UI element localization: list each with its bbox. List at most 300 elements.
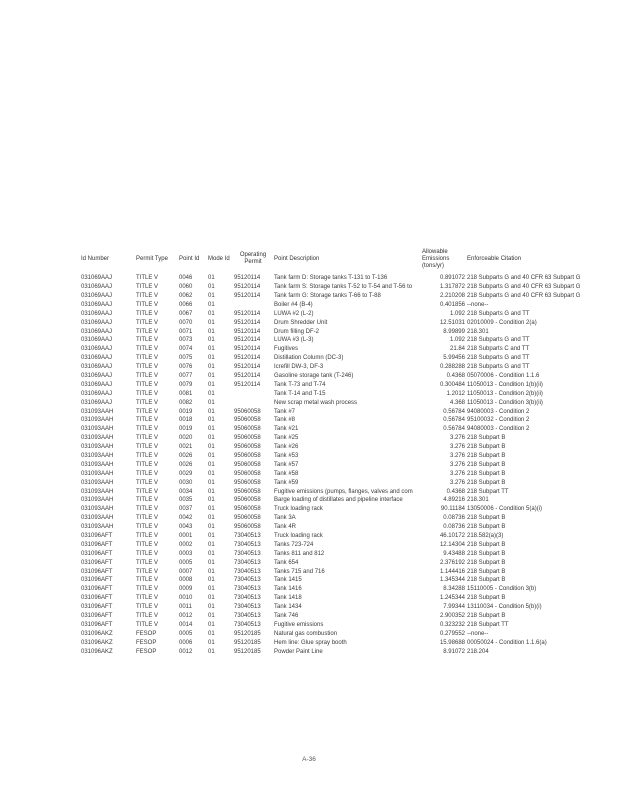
cell-permit-type: TITLE V	[136, 577, 159, 584]
cell-allowable-emissions: 0.56784	[443, 408, 465, 415]
table-row	[80, 452, 616, 461]
table-row	[80, 630, 616, 639]
cell-point-description: Tank 1434	[274, 604, 302, 611]
table-row	[80, 336, 616, 345]
cell-operating-permit: 95120114	[234, 364, 261, 371]
cell-mode-id: 01	[208, 461, 215, 468]
cell-operating-permit: 73040513	[234, 586, 261, 593]
cell-enforceable-citation: 02010009 - Condition 2(a)	[467, 319, 537, 326]
cell-id-number: 031093AAH	[81, 470, 114, 477]
cell-allowable-emissions: 0.4368	[446, 372, 465, 379]
cell-allowable-emissions: 1.245344	[439, 595, 465, 602]
cell-allowable-emissions: 46.10172	[439, 533, 465, 540]
cell-permit-type: TITLE V	[136, 461, 159, 468]
table-row	[80, 310, 616, 319]
cell-allowable-emissions: 0.08736	[443, 515, 465, 522]
cell-mode-id: 01	[208, 364, 215, 371]
cell-allowable-emissions: 8.34288	[443, 586, 465, 593]
cell-enforceable-citation: 95100032 - Condition 2	[467, 417, 530, 424]
cell-enforceable-citation: 218 Subparts G and 40 CFR 63 Subpart G	[467, 275, 581, 282]
cell-allowable-emissions: 2.210208	[439, 292, 465, 299]
cell-enforceable-citation: 11050013 - Condition 2(b)(ii)	[467, 390, 543, 397]
cell-id-number: 031069AAJ	[81, 337, 113, 344]
cell-mode-id: 01	[208, 488, 215, 495]
cell-allowable-emissions: 3.276	[449, 479, 465, 486]
cell-operating-permit: 73040513	[234, 559, 261, 566]
cell-operating-permit: 95120114	[234, 275, 261, 282]
cell-enforceable-citation: 218 Subpart B	[467, 613, 506, 620]
cell-point-description: Tank 1415	[274, 577, 302, 584]
cell-id-number: 031096AKZ	[81, 630, 113, 637]
cell-point-id: 0077	[179, 372, 193, 379]
cell-operating-permit: 95120114	[234, 355, 261, 362]
cell-enforceable-citation: 218 Subpart B	[467, 568, 506, 575]
cell-id-number: 031069AAJ	[81, 284, 113, 291]
cell-enforceable-citation: 218.204	[467, 648, 489, 655]
cell-permit-type: TITLE V	[136, 408, 159, 415]
cell-permit-type: TITLE V	[136, 595, 159, 602]
cell-id-number: 031093AAH	[81, 461, 114, 468]
cell-point-description: Drum Shredder Unit	[274, 319, 328, 326]
cell-allowable-emissions: 5.99456	[443, 355, 465, 362]
table-row	[80, 345, 616, 354]
cell-permit-type: TITLE V	[136, 319, 159, 326]
cell-enforceable-citation: 218 Subparts G and TT	[467, 337, 530, 344]
cell-point-description: Tank #53	[274, 453, 299, 459]
cell-id-number: 031069AAJ	[81, 399, 113, 406]
cell-allowable-emissions: 1.317872	[439, 284, 465, 291]
cell-operating-permit: 73040513	[234, 604, 261, 611]
cell-allowable-emissions: 90.11184	[440, 506, 465, 513]
table-row	[80, 576, 616, 585]
cell-point-id: 0074	[179, 346, 193, 353]
cell-id-number: 031069AAJ	[81, 355, 113, 362]
cell-operating-permit: 73040513	[234, 613, 261, 620]
table-row	[80, 283, 616, 292]
cell-enforceable-citation: 218 Subparts G and TT	[467, 310, 530, 317]
cell-enforceable-citation: 218 Subpart B	[467, 577, 506, 584]
cell-permit-type: TITLE V	[136, 568, 159, 575]
cell-operating-permit: 95120114	[234, 346, 261, 353]
cell-mode-id: 01	[208, 515, 215, 522]
table-header-row	[80, 244, 616, 274]
header-point-description: Point Description	[274, 255, 320, 262]
cell-id-number: 031096AKZ	[81, 639, 113, 646]
table-row	[80, 363, 616, 372]
cell-permit-type: TITLE V	[136, 310, 159, 317]
cell-id-number: 031069AAJ	[81, 328, 113, 335]
cell-operating-permit: 95060058	[234, 479, 261, 486]
cell-mode-id: 01	[208, 648, 215, 655]
cell-allowable-emissions: 3.276	[449, 444, 465, 451]
header-id-number: Id Number	[81, 255, 110, 262]
cell-operating-permit: 95120114	[234, 337, 261, 344]
cell-allowable-emissions: 2.900352	[439, 613, 465, 620]
cell-point-id: 0082	[179, 399, 193, 406]
cell-enforceable-citation: 218.301	[467, 328, 489, 335]
cell-id-number: 031096AFT	[81, 595, 113, 602]
cell-point-id: 0012	[179, 613, 193, 620]
cell-permit-type: TITLE V	[136, 337, 159, 344]
cell-allowable-emissions: 21.84	[449, 346, 465, 353]
cell-point-id: 0005	[179, 559, 193, 566]
cell-point-description: Tank T-14 and T-15	[274, 390, 326, 397]
cell-permit-type: TITLE V	[136, 346, 159, 353]
cell-allowable-emissions: 2.376192	[439, 559, 465, 566]
cell-permit-type: TITLE V	[136, 435, 159, 442]
cell-point-description: Icrefill DW-3, DF-3	[274, 364, 324, 371]
cell-enforceable-citation: 218 Subparts G and TT	[467, 355, 530, 362]
cell-mode-id: 01	[208, 444, 215, 451]
table-row	[80, 487, 616, 496]
cell-mode-id: 01	[208, 355, 215, 362]
table-row	[80, 594, 616, 603]
cell-id-number: 031093AAH	[81, 479, 114, 486]
table-row	[80, 398, 616, 407]
cell-id-number: 031096AFT	[81, 604, 113, 611]
cell-point-id: 0009	[179, 586, 193, 593]
cell-enforceable-citation: 218 Subpart B	[467, 550, 506, 557]
cell-permit-type: TITLE V	[136, 470, 159, 477]
cell-point-id: 0010	[179, 595, 193, 602]
cell-point-id: 0034	[179, 488, 193, 495]
cell-enforceable-citation: 218 Subparts G and 40 CFR 63 Subpart G	[467, 284, 581, 291]
cell-permit-type: FESOP	[136, 630, 157, 637]
cell-operating-permit: 95060058	[234, 453, 261, 459]
cell-allowable-emissions: 4.368	[449, 399, 465, 406]
cell-permit-type: TITLE V	[136, 284, 159, 291]
cell-enforceable-citation: 218 Subpart B	[467, 479, 506, 486]
cell-id-number: 031093AAH	[81, 497, 114, 504]
cell-enforceable-citation: 218 Subpart B	[467, 559, 506, 566]
cell-id-number: 031096AFT	[81, 541, 113, 548]
cell-operating-permit: 73040513	[234, 621, 261, 628]
cell-enforceable-citation: 218 Subpart B	[467, 444, 506, 451]
cell-point-id: 0066	[179, 301, 193, 308]
cell-id-number: 031069AAJ	[81, 346, 113, 353]
cell-mode-id: 01	[208, 310, 215, 317]
cell-enforceable-citation: 00050024 - Condition 1.1.6(a)	[467, 639, 547, 646]
cell-id-number: 031069AAJ	[81, 301, 113, 308]
cell-enforceable-citation: 218 Subpart TT	[467, 621, 509, 628]
cell-operating-permit: 95060058	[234, 470, 261, 477]
cell-mode-id: 01	[208, 577, 215, 584]
cell-point-id: 0079	[179, 381, 193, 388]
cell-point-id: 0043	[179, 524, 193, 531]
cell-operating-permit: 95120114	[234, 284, 261, 291]
cell-allowable-emissions: 8.91072	[443, 648, 465, 655]
cell-mode-id: 01	[208, 417, 215, 424]
cell-point-id: 0019	[179, 408, 193, 415]
table-row	[80, 461, 616, 470]
cell-point-id: 0060	[179, 284, 193, 291]
cell-id-number: 031096AFT	[81, 586, 113, 593]
cell-point-id: 0018	[179, 417, 193, 424]
cell-permit-type: TITLE V	[136, 621, 159, 628]
cell-mode-id: 01	[208, 275, 215, 282]
table-row	[80, 372, 616, 381]
cell-mode-id: 01	[208, 497, 215, 504]
cell-operating-permit	[233, 301, 273, 310]
cell-mode-id: 01	[208, 319, 215, 326]
cell-permit-type: TITLE V	[136, 497, 159, 504]
cell-id-number: 031096AKZ	[81, 648, 113, 655]
cell-enforceable-citation: 218 Subpart TT	[467, 488, 509, 495]
table-row	[80, 390, 616, 399]
cell-allowable-emissions: 0.288288	[439, 364, 465, 371]
table-row	[80, 541, 616, 550]
table-row	[80, 612, 616, 621]
cell-operating-permit: 73040513	[234, 568, 261, 575]
cell-id-number: 031096AFT	[81, 613, 113, 620]
cell-point-id: 0008	[179, 577, 193, 584]
table-row	[80, 647, 616, 656]
cell-mode-id: 01	[208, 524, 215, 531]
cell-point-description: Tank #8	[274, 417, 296, 424]
cell-operating-permit: 95060058	[234, 524, 261, 531]
cell-id-number: 031096AFT	[81, 550, 113, 557]
cell-mode-id: 01	[208, 372, 215, 379]
cell-operating-permit: 95120114	[234, 319, 261, 326]
cell-allowable-emissions: 0.279552	[439, 630, 465, 637]
cell-operating-permit: 95120114	[234, 292, 261, 299]
cell-mode-id: 01	[208, 604, 215, 611]
cell-permit-type: TITLE V	[136, 364, 159, 371]
cell-enforceable-citation: 11050013 - Condition 3(b)(ii)	[467, 399, 543, 406]
cell-id-number: 031096AFT	[81, 621, 113, 628]
cell-id-number: 031096AFT	[81, 533, 113, 540]
cell-enforceable-citation: 218 Subpart B	[467, 524, 506, 531]
table-row	[80, 514, 616, 523]
cell-point-id: 0014	[179, 621, 193, 628]
cell-id-number: 031069AAJ	[81, 275, 113, 282]
cell-enforceable-citation: 218 Subpart B	[467, 541, 506, 548]
cell-point-id: 0003	[179, 550, 193, 557]
cell-mode-id: 01	[208, 408, 215, 415]
cell-allowable-emissions: 4.89216	[443, 497, 465, 504]
table-row	[80, 407, 616, 416]
cell-operating-permit: 95060058	[234, 488, 261, 495]
header-operating-permit: Operating Permit	[239, 252, 267, 265]
cell-point-description: Tank #25	[274, 435, 299, 442]
cell-operating-permit: 95120114	[234, 372, 261, 379]
cell-id-number: 031093AAH	[81, 515, 114, 522]
cell-mode-id: 01	[208, 381, 215, 388]
cell-point-id: 0001	[179, 533, 193, 540]
cell-allowable-emissions: 0.891072	[439, 275, 465, 282]
cell-operating-permit: 95060058	[234, 408, 261, 415]
cell-operating-permit: 95060058	[234, 506, 261, 513]
cell-operating-permit: 95120114	[234, 310, 261, 317]
cell-point-id: 0030	[179, 479, 193, 486]
cell-point-id: 0046	[179, 275, 193, 282]
cell-mode-id: 01	[208, 506, 215, 513]
cell-permit-type: TITLE V	[136, 550, 159, 557]
cell-allowable-emissions: 1.092	[449, 310, 465, 317]
cell-point-description: Drum filling DF-2	[274, 328, 320, 335]
table-row	[80, 603, 616, 612]
cell-point-description: Tanks 715 and 716	[274, 568, 325, 575]
cell-enforceable-citation: --none--	[467, 301, 489, 308]
cell-point-description: Truck loading rack	[274, 533, 323, 540]
cell-point-description: Tank #59	[274, 479, 299, 486]
table-row	[80, 274, 616, 283]
cell-point-description: Tank farm S: Storage tanks T-52 to T-54 and T-56 to	[274, 284, 413, 291]
cell-id-number: 031069AAJ	[81, 390, 113, 397]
cell-allowable-emissions: 1.092	[449, 337, 465, 344]
table-row	[80, 425, 616, 434]
table-row	[80, 496, 616, 505]
cell-permit-type: TITLE V	[136, 488, 159, 495]
cell-enforceable-citation: 13110034 - Condition 5(b)(i)	[467, 604, 542, 611]
cell-point-description: Truck loading rack	[274, 506, 323, 513]
cell-permit-type: TITLE V	[136, 399, 159, 406]
cell-enforceable-citation: 218 Subparts G and 40 CFR 63 Subpart G	[467, 292, 581, 299]
cell-permit-type: FESOP	[136, 639, 157, 646]
cell-operating-permit: 73040513	[234, 533, 261, 540]
cell-id-number: 031069AAJ	[81, 364, 113, 371]
cell-operating-permit	[233, 398, 273, 407]
cell-mode-id: 01	[208, 328, 215, 335]
cell-operating-permit: 95120185	[234, 639, 261, 646]
cell-enforceable-citation: 11050013 - Condition 1(b)(ii)	[467, 381, 543, 388]
cell-point-id: 0021	[179, 444, 193, 451]
cell-mode-id: 01	[208, 470, 215, 477]
table-row	[80, 478, 616, 487]
cell-point-description: Tank farm D: Storage tanks T-131 to T-136	[274, 275, 388, 282]
cell-mode-id: 01	[208, 479, 215, 486]
table-row	[80, 416, 616, 425]
table-row	[80, 523, 616, 532]
cell-mode-id: 01	[208, 595, 215, 602]
cell-allowable-emissions: 3.276	[449, 453, 465, 459]
cell-operating-permit	[233, 390, 273, 399]
cell-permit-type: TITLE V	[136, 372, 159, 379]
cell-allowable-emissions: 12.51031	[439, 319, 465, 326]
cell-allowable-emissions: 1.2012	[446, 390, 465, 397]
cell-allowable-emissions: 0.56784	[443, 417, 465, 424]
cell-id-number: 031093AAH	[81, 417, 114, 424]
cell-permit-type: TITLE V	[136, 275, 159, 282]
cell-allowable-emissions: 15.98688	[439, 639, 465, 646]
cell-permit-type: TITLE V	[136, 301, 159, 308]
cell-allowable-emissions: 1.144416	[439, 568, 465, 575]
cell-mode-id: 01	[208, 346, 215, 353]
cell-point-description: Boiler #4 (B-4)	[274, 301, 313, 308]
cell-permit-type: TITLE V	[136, 355, 159, 362]
cell-point-id: 0020	[179, 435, 193, 442]
cell-allowable-emissions: 12.14304	[439, 541, 465, 548]
cell-point-description: Tank 1416	[274, 586, 302, 593]
cell-point-description: New scrap metal wash process	[274, 399, 358, 406]
cell-point-description: Powder Paint Line	[274, 648, 323, 655]
cell-mode-id: 01	[208, 630, 215, 637]
table-row	[80, 567, 616, 576]
cell-mode-id: 01	[208, 613, 215, 620]
table-row	[80, 621, 616, 630]
cell-point-id: 0035	[179, 497, 193, 504]
cell-permit-type: TITLE V	[136, 390, 159, 397]
cell-allowable-emissions: 3.276	[449, 470, 465, 477]
cell-permit-type: TITLE V	[136, 453, 159, 459]
cell-allowable-emissions: 8.99899	[443, 328, 465, 335]
cell-mode-id: 01	[208, 337, 215, 344]
cell-mode-id: 01	[208, 453, 215, 459]
cell-enforceable-citation: 218 Subpart B	[467, 435, 506, 442]
cell-id-number: 031069AAJ	[81, 372, 113, 379]
cell-allowable-emissions: 9.43488	[443, 550, 465, 557]
cell-operating-permit: 95120114	[234, 381, 261, 388]
cell-id-number: 031096AFT	[81, 568, 113, 575]
cell-allowable-emissions: 0.56784	[443, 426, 465, 433]
cell-allowable-emissions: 1.345344	[439, 577, 465, 584]
cell-enforceable-citation: 05070006 - Condition 1.1.6	[467, 372, 540, 379]
cell-mode-id: 01	[208, 390, 215, 397]
table-row	[80, 292, 616, 301]
cell-mode-id: 01	[208, 639, 215, 646]
cell-permit-type: FESOP	[136, 648, 157, 655]
cell-point-description: LUWA #2 (L-2)	[274, 310, 314, 317]
table-row	[80, 532, 616, 541]
cell-point-id: 0076	[179, 364, 193, 371]
cell-point-description: LUWA #3 (L-3)	[274, 337, 314, 344]
cell-point-description: Tank #57	[274, 461, 299, 468]
cell-operating-permit: 95120185	[234, 648, 261, 655]
cell-point-description: Tank #21	[274, 426, 299, 433]
table-row	[80, 434, 616, 443]
cell-point-id: 0005	[179, 630, 193, 637]
cell-enforceable-citation: 218 Subpart B	[467, 461, 506, 468]
cell-point-description: Tank 654	[274, 559, 299, 566]
table-row	[80, 585, 616, 594]
cell-point-description: Tank #26	[274, 444, 299, 451]
cell-point-id: 0002	[179, 541, 193, 548]
header-mode-id: Mode Id	[208, 255, 230, 262]
cell-point-description: Tank T-73 and T-74	[274, 381, 326, 388]
cell-enforceable-citation: 94080003 - Condition 2	[467, 426, 530, 433]
cell-mode-id: 01	[208, 586, 215, 593]
cell-point-id: 0006	[179, 639, 193, 646]
table-row	[80, 381, 616, 390]
cell-id-number: 031069AAJ	[81, 310, 113, 317]
cell-permit-type: TITLE V	[136, 417, 159, 424]
cell-operating-permit: 95060058	[234, 417, 261, 424]
cell-point-description: Tank 3A	[274, 515, 296, 522]
cell-allowable-emissions: 3.276	[449, 461, 465, 468]
table-row	[80, 550, 616, 559]
cell-id-number: 031093AAH	[81, 444, 114, 451]
cell-point-description: Tank farm G: Storage tanks T-66 to T-88	[274, 292, 381, 299]
page-number: A-36	[302, 756, 316, 763]
cell-id-number: 031093AAH	[81, 408, 114, 415]
cell-id-number: 031093AAH	[81, 506, 114, 513]
cell-enforceable-citation: 218.582(a)(3)	[467, 533, 504, 540]
table-row	[80, 327, 616, 336]
cell-mode-id: 01	[208, 399, 215, 406]
cell-permit-type: TITLE V	[136, 426, 159, 433]
cell-allowable-emissions: 3.276	[449, 435, 465, 442]
table-row	[80, 301, 616, 310]
cell-operating-permit: 95060058	[234, 444, 261, 451]
cell-point-id: 0007	[179, 568, 193, 575]
cell-enforceable-citation: --none--	[467, 630, 489, 637]
cell-operating-permit: 73040513	[234, 541, 261, 548]
cell-id-number: 031069AAJ	[81, 319, 113, 326]
cell-point-description: Tank 4R	[274, 524, 297, 531]
cell-id-number: 031096AFT	[81, 577, 113, 584]
cell-operating-permit: 73040513	[234, 595, 261, 602]
cell-point-description: Fugitive emissions (pumps, flanges, valves and com	[274, 488, 413, 495]
